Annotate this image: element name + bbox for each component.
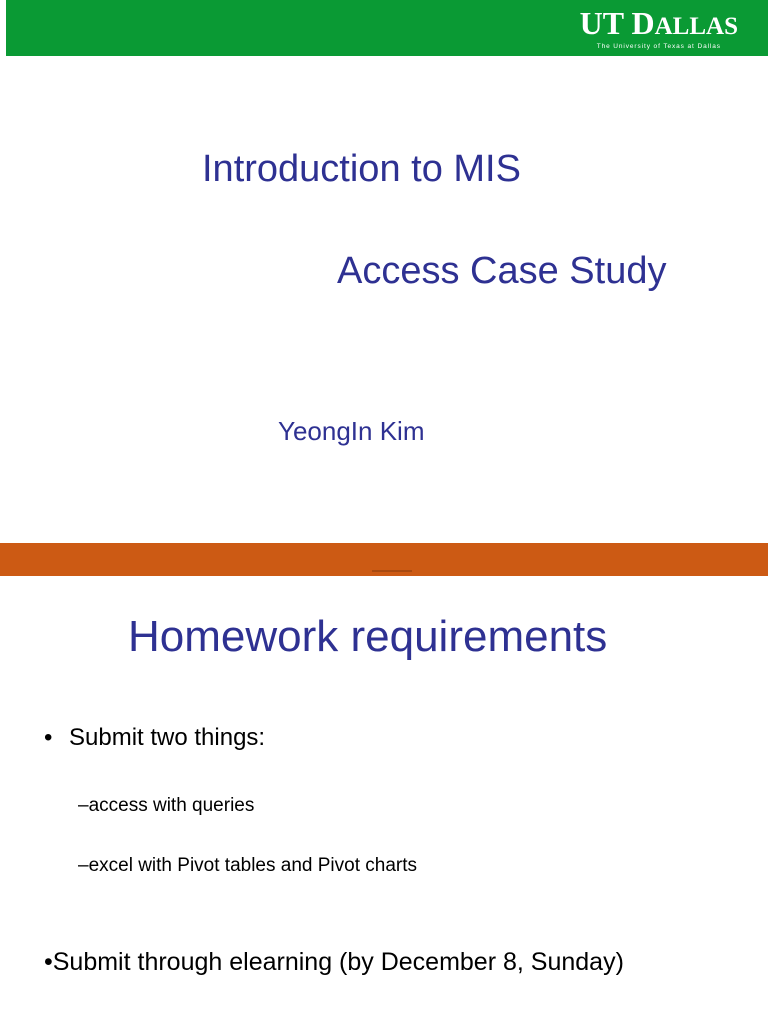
- slide-divider: [0, 543, 768, 576]
- logo-wordmark: [579, 5, 738, 42]
- logo-tagline: The University of Texas at Dallas: [596, 43, 721, 50]
- sub-item-excel: –excel with Pivot tables and Pivot charts: [78, 855, 418, 876]
- slide-subtitle: Access Case Study: [337, 250, 667, 292]
- homework-title: Homework requirements: [128, 612, 608, 661]
- logo-rest: ALLAS: [654, 13, 738, 40]
- bullet-marker: •: [44, 724, 53, 751]
- divider-mark: [372, 570, 412, 572]
- bullet-text: Submit two things:: [69, 724, 266, 751]
- logo-initials: UT D: [579, 5, 655, 41]
- author-name: YeongIn Kim: [278, 416, 425, 446]
- sub-item-access: –access with queries: [78, 795, 255, 816]
- slide-title: Introduction to MIS: [202, 148, 521, 190]
- submission-note: •Submit through elearning (by December 8, Sunday): [44, 948, 624, 976]
- bullet-item: [44, 724, 265, 752]
- ut-dallas-logo: [579, 5, 738, 51]
- homework-slide: [0, 576, 768, 1024]
- header-bar: [6, 0, 768, 56]
